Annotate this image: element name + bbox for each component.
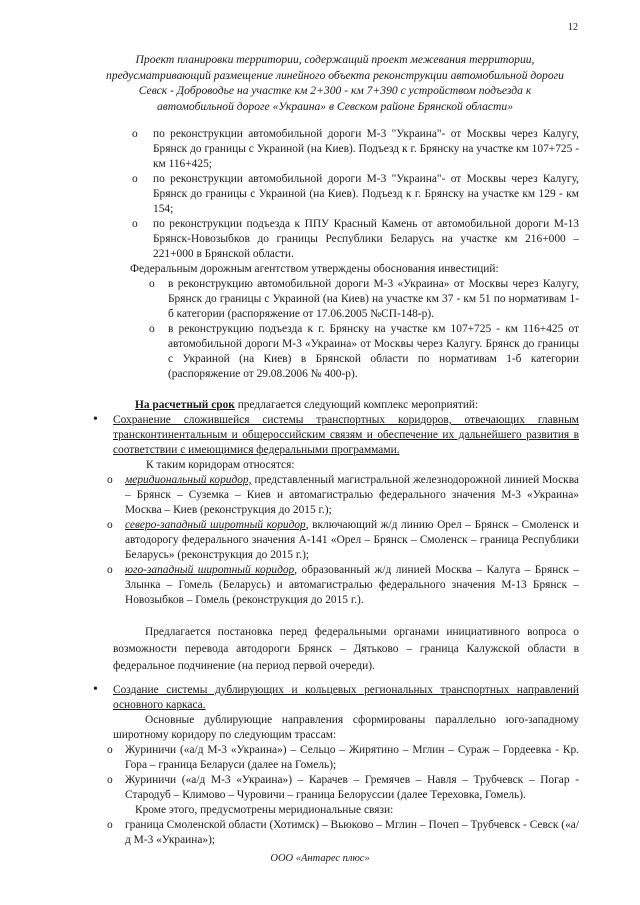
corridor-text: представленный магистральной железнодорожной линией Москва – Брянск – Суземка – Киев и автомагистралью федерального значения М-3 «Украина» Москва – Киев (реконструкция до 2015 г.);	[125, 474, 579, 516]
paragraph-meridional: Кроме этого, предусмотрены меридиональные связи:	[135, 804, 394, 816]
list-item: o граница Смоленской области (Хотимск) – Вьюково – Мглин – Почеп – Трубчевск - Севск («а/д М-3 «Украина»);	[113, 818, 579, 848]
document-header: Проект планировки территории, содержащий проект межевания территории, предусматривающий размещение линейного объекта реконструкции автомобильной дороги Севск - Доброводье на участке км 2+300 - км 7+390 с устройством подъезда к автомобильной дороге «Украина» в Севском районе Брянской области»	[106, 53, 564, 113]
list-item: o Журиничи («а/д М-3 «Украина») – Сельцо – Жирятино – Мглин – Сураж – Гордеевка - Кр. Гора – граница Беларуси (далее на Гомель);	[113, 743, 579, 773]
paragraph-term	[113, 398, 579, 413]
paragraph-duplicate: Основные дублирующие направления сформированы параллельно юго-западному широтному коридору по следующим трассам:	[113, 714, 579, 741]
corridor-text: , образованный ж/д линией Москва – Калуга – Брянск – Злынка – Гомель (Беларусь) и автомагистралью федерального значения М-13 Брянск – Новозыбков – Гомель (реконструкция до 2015 г.).	[125, 564, 579, 606]
document-body	[113, 127, 579, 848]
corridor-name: северо-западный широтный коридор	[125, 519, 306, 531]
footer-company: ООО «Антарес плюс»	[270, 853, 370, 864]
list-item: o по реконструкции автомобильной дороги М-3 "Украина"- от Москвы через Калугу, Брянск до границы с Украиной (на Киев). Подъезд к г. Брянску на участке км 107+725 - км 116+425;	[113, 127, 579, 172]
list-item: o в реконструкцию автомобильной дороги М-3 «Украина» от Москвы через Калугу, Брянск до границы с Украиной (на Киев) на участке км 37 - км 51 по нормативам 1-б категории (распоряжение от 17.06.2005 №СП-148-р).	[113, 277, 579, 322]
corridor-item	[113, 563, 579, 608]
page-number: 12	[568, 22, 578, 33]
corridor-item	[113, 473, 579, 518]
bullet-item-regional: • Создание системы дублирующих и кольцевых региональных транспортных направлений основного каркаса.	[113, 683, 579, 713]
corridor-item	[113, 518, 579, 563]
corridors-intro: К таким коридорам относятся:	[146, 459, 295, 471]
corridor-name: меридиональный коридор,	[125, 474, 252, 486]
term-heading: На расчетный срок	[135, 399, 235, 411]
list-item: o по реконструкции автомобильной дороги М-3 "Украина"- от Москвы через Калугу, Брянск до границы с Украиной (на Киев). Подъезд к г. Брянску на участке км 129 - км 154;	[113, 172, 579, 217]
term-text: предлагается следующий комплекс мероприятий:	[234, 399, 479, 411]
list-item: o Журиничи («а/д М-3 «Украина») – Карачев – Гремячев – Навля – Трубчевск – Погар - Стародуб – Климово – Чуровичи – граница Белоруссии (далее Тереховка, Гомель).	[113, 773, 579, 803]
corridor-name: юго-западный широтный коридор	[125, 564, 295, 576]
paragraph-agency: Федеральным дорожным агентством утверждены обоснования инвестиций:	[130, 263, 499, 275]
list-item: o в реконструкцию подъезда к г. Брянску на участке км 107+725 - км 116+425 от автомобильной дороги М-3 «Украина» от Москвы через Калугу. Брянск до границы с Украиной (на Киев) в Брянской области по нормативам 1-б категории (распоряжение от 29.08.2006 № 400-р).	[113, 322, 579, 382]
list-item: o по реконструкции подъезда к ППУ Красный Камень от автомобильной дороги М-13 Брянск-Новозыбков до границы Республики Беларусь на участке км 216+000 – 221+000 в Брянской области.	[113, 217, 579, 262]
bullet-item-corridors: • Сохранение сложившейся системы транспортных коридоров, отвечающих главным трансконтинентальным и общероссийским связям и обеспечение их дальнейшего развития в соответствии с имеющимися федеральными программами.	[113, 413, 579, 458]
paragraph-proposal: Предлагается постановка перед федеральными органами инициативного вопроса о возможности перевода автодороги Брянск – Дятьково – граница Калужской области в федеральное подчинение (на период первой очереди).	[113, 626, 579, 672]
corridor-text: , включающий ж/д линию Орел – Брянск – Смоленск и автодорогу федерального значения А-141 «Орел – Брянск – Смоленск – граница Республики Беларусь» (реконструкция до 2015 г.);	[125, 519, 579, 561]
